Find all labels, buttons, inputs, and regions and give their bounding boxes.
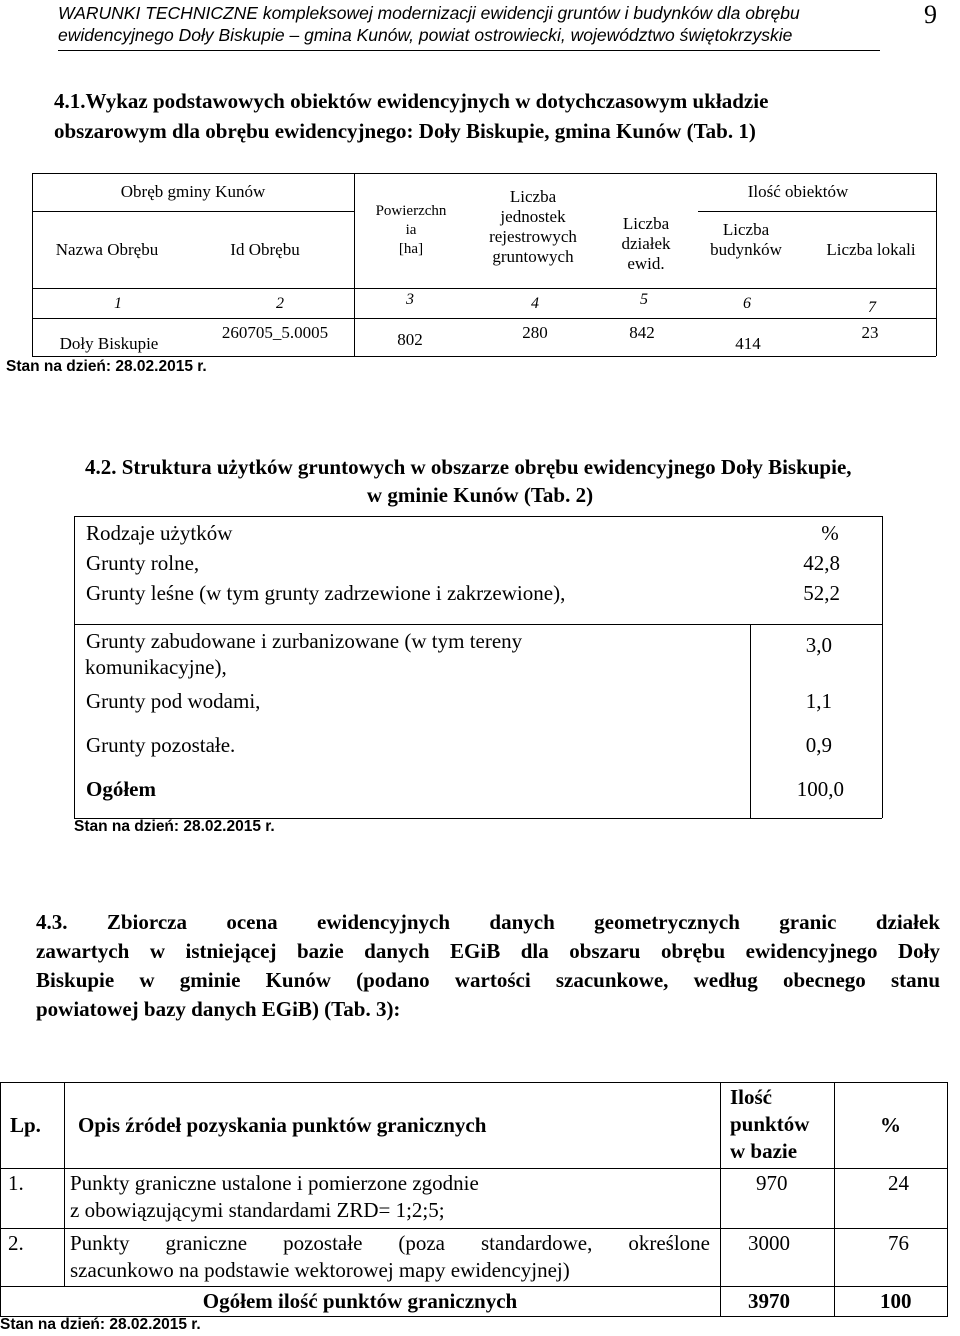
cell-powierzchnia: 802 — [397, 330, 423, 349]
t2-row-label: Grunty leśne (w tym grunty zadrzewione i zakrzewione), — [86, 581, 566, 605]
t2-row-value: 3,0 — [805, 633, 832, 657]
t2-row-label: Grunty rolne, — [86, 551, 200, 575]
t2-header-label: Rodzaje użytków — [86, 521, 233, 545]
stan-na-dzien-3: Stan na dzień: 28.02.2015 r. — [0, 1316, 201, 1333]
col-number-7: 7 — [868, 299, 876, 316]
t3-header-ilosc: Ilość punktów w bazie — [730, 1085, 810, 1163]
cell-lokale: 23 — [861, 323, 879, 342]
section-4-1-title-line-2: obszarowym dla obrębu ewidencyjnego: Doły Biskupie, gmina Kunów (Tab. 1) — [54, 119, 756, 143]
cell-jednostki: 280 — [522, 323, 548, 342]
section-4-2-title-line-1: 4.2. Struktura użytków gruntowych w obszarze obrębu ewidencyjnego Doły Biskupie, — [85, 455, 852, 479]
t3-total-pct: 100 — [880, 1289, 912, 1313]
t3-total-label: Ogółem ilość punktów granicznych — [202, 1289, 518, 1313]
t3-row-opis: Punkty graniczne ustalone i pomierzone zgodnie z obowiązującymi standardami ZRD= 1;2;5; — [70, 1171, 479, 1222]
section-4-2-title-line-2: w gminie Kunów (Tab. 2) — [366, 483, 594, 507]
t2-row-value: 1,1 — [805, 689, 832, 713]
header-line-1: WARUNKI TECHNICZNE kompleksowej modernizacji ewidencji gruntów i budynków dla obrębu — [58, 3, 800, 23]
col-number-3: 3 — [406, 291, 414, 308]
t2-header-pct: % — [821, 521, 839, 545]
t2-row-value: 42,8 — [803, 551, 840, 575]
section-4-3-line-2: zawartych w istniejącej bazie danych EGiB dla obszaru obrębu ewidencyjnego Doły — [36, 939, 940, 963]
t3-row-lp: 2. — [8, 1231, 24, 1255]
t3-header-pct: % — [880, 1113, 901, 1137]
t3-header-opis: Opis źródeł pozyskania punktów granicznych — [78, 1113, 487, 1137]
t2-row-label: Grunty pod wodami, — [86, 689, 261, 713]
header-line-2: ewidencyjnego Doły Biskupie – gmina Kunów, powiat ostrowiecki, województwo świętokrzyskie — [58, 25, 793, 45]
cell-id: 260705_5.0005 — [221, 323, 329, 342]
header-ilosc-obiektow: Ilość obiektów — [747, 182, 849, 201]
section-4-3-line-1: 4.3. Zbiorcza ocena ewidencyjnych danych geometrycznych granic działek — [36, 910, 940, 934]
cell-nazwa: Doły Biskupie — [59, 334, 159, 353]
col-number-1: 1 — [114, 295, 122, 312]
col-number-2: 2 — [276, 295, 284, 312]
t3-row-ilosc: 970 — [756, 1171, 788, 1195]
header-liczba-budynkow: Liczba budynków — [710, 220, 782, 259]
section-4-3-line-3: Biskupie w gminie Kunów (podano wartości szacunkowe, według obecnego stanu — [36, 968, 940, 992]
t2-row-value: 52,2 — [803, 581, 840, 605]
t2-row-label: Grunty zabudowane i zurbanizowane (w tym tereny komunikacyjne), — [85, 629, 523, 679]
header-liczba-dzialek: Liczba działek ewid. — [621, 214, 671, 273]
t2-row-value: 0,9 — [805, 733, 832, 757]
header-liczba-jednostek: Liczba jednostek rejestrowych gruntowych — [489, 187, 577, 266]
stan-na-dzien-2: Stan na dzień: 28.02.2015 r. — [74, 818, 275, 835]
t3-row-pct: 76 — [888, 1231, 909, 1255]
section-4-1-title-line-1: 4.1.Wykaz podstawowych obiektów ewidencyjnych w dotychczasowym układzie — [54, 89, 769, 113]
t3-total-ilosc: 3970 — [748, 1289, 790, 1313]
cell-budynki: 414 — [735, 334, 761, 353]
t3-row-pct: 24 — [888, 1171, 909, 1195]
t3-row-ilosc: 3000 — [748, 1231, 790, 1255]
header-nazwa-obrebu: Nazwa Obrębu — [55, 240, 159, 259]
header-powierzchnia: Powierzchn ia [ha] — [375, 203, 447, 257]
header-liczba-lokali: Liczba lokali — [826, 240, 916, 259]
t3-row-lp: 1. — [8, 1171, 24, 1195]
t3-row-opis: Punkty graniczne pozostałe (poza standardowe, określone szacunkowo na podstawie wektorowej mapy ewidencyjnej) — [70, 1231, 710, 1282]
col-number-6: 6 — [743, 295, 751, 312]
cell-dzialki: 842 — [629, 323, 655, 342]
header-id-obrebu: Id Obrębu — [230, 240, 300, 259]
t2-total-value: 100,0 — [796, 777, 844, 801]
page-number: 9 — [924, 0, 937, 29]
col-number-5: 5 — [640, 291, 648, 308]
col-number-4: 4 — [531, 295, 539, 312]
stan-na-dzien-1: Stan na dzień: 28.02.2015 r. — [6, 358, 207, 375]
t3-header-lp: Lp. — [10, 1113, 41, 1137]
header-obreb-gminy: Obręb gminy Kunów — [120, 182, 266, 201]
t2-total-label: Ogółem — [86, 777, 156, 801]
t2-row-label: Grunty pozostałe. — [86, 733, 236, 757]
section-4-3-line-4: powiatowej bazy danych EGiB) (Tab. 3): — [36, 997, 401, 1021]
